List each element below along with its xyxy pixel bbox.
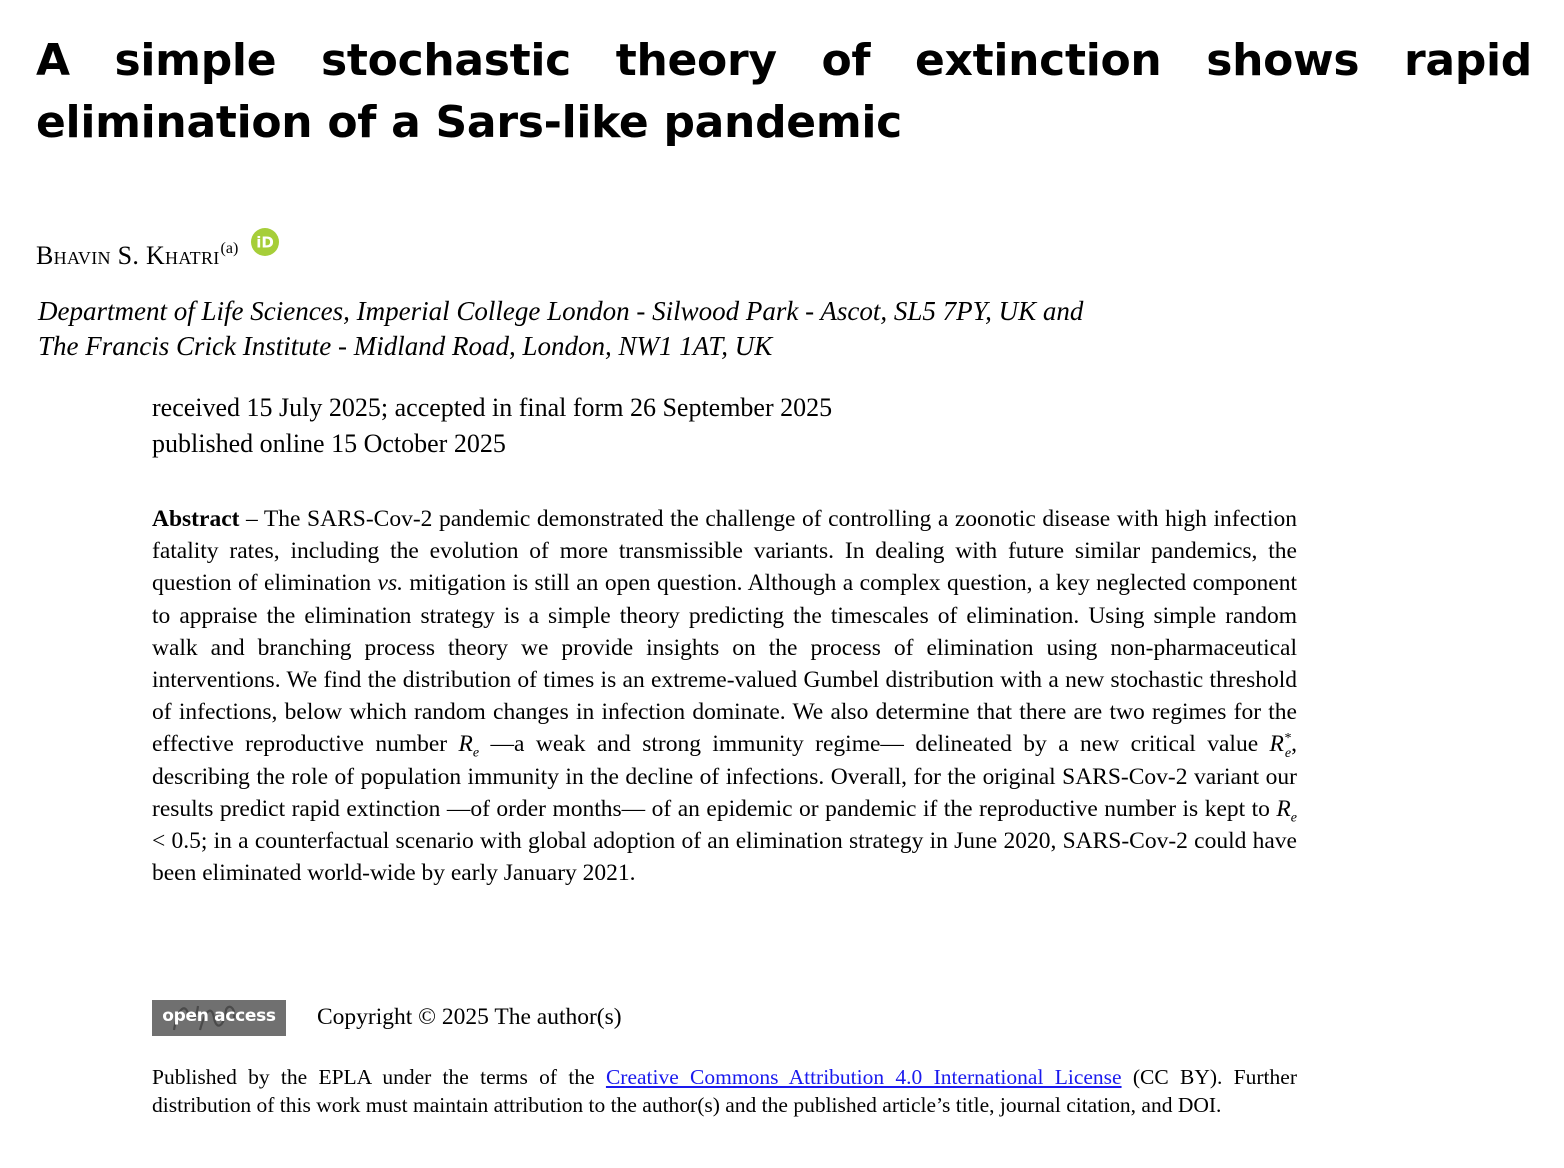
copyright-notice: Copyright © 2025 The author(s) xyxy=(317,1004,622,1030)
open-access-badge[interactable] xyxy=(152,1000,286,1036)
license-text-before: Published by the EPLA under the terms of the xyxy=(152,1065,606,1089)
abstract-text-2: mitigation is still an open question. Although a complex question, a key neglected component to appraise the elimination strategy is a simple theory predicting the timescales of elimination. Using simple random walk and branching process theory we provide insights on the process of elimination using non-pharmaceutical interventions. We find the distribution of times is an extreme-valued Gumbel distribution with a new stochastic threshold of infections, below which random changes in infection dominate. We also determine that there are two regimes for the effective reproductive number xyxy=(152,570,1298,758)
abstract xyxy=(152,503,1297,889)
abstract-vs: vs. xyxy=(377,570,403,597)
abstract-text-4: , describing the role of population immunity in the decline of infections. Overall, for the original SARS-Cov-2 variant our results predict rapid extinction —of order months— of an epidemic or pandemic if the reproductive number is kept to xyxy=(152,731,1297,822)
affiliation xyxy=(38,294,1083,364)
published-online-date: published online 15 October 2025 xyxy=(152,429,506,458)
abstract-text-1: – The SARS-Cov-2 pandemic demonstrated the challenge of controlling a zoonotic disease with high infection fatality rates, including the evolution of more transmissible variants. In dealing with future similar pandemics, the question of elimination xyxy=(152,506,1297,597)
open-access-badge-label: open access xyxy=(162,1006,276,1026)
orcid-icon[interactable] xyxy=(251,228,279,268)
abstract-text-5: < 0.5; in a counterfactual scenario with global adoption of an elimination strategy in June 2020, SARS-Cov-2 could have been eliminated world-wide by early January 2021. xyxy=(152,828,1297,887)
received-accepted-date: received 15 July 2025; accepted in final form 26 September 2025 xyxy=(152,393,833,422)
re-symbol: $R_e$ xyxy=(458,731,480,762)
orcid-icon-label: iD xyxy=(256,233,274,252)
cc-by-license-link[interactable]: Creative Commons Attribution 4.0 International License xyxy=(605,1065,1122,1089)
author-affiliation-marker: (a) xyxy=(220,240,239,257)
affiliation-line-2: The Francis Crick Institute - Midland Road, London, NW1 1AT, UK xyxy=(38,331,773,361)
affiliation-line-1: Department of Life Sciences, Imperial College London - Silwood Park - Ascot, SL5 7PY, UK and xyxy=(38,296,1084,326)
author-line xyxy=(36,228,279,276)
re-critical-symbol: $R^*_e$ xyxy=(1269,731,1292,762)
author-name: Bhavin S. Khatri xyxy=(36,241,220,270)
license-statement xyxy=(152,1064,1297,1119)
publication-dates xyxy=(152,390,832,462)
re-symbol-2: $R_e$ xyxy=(1276,795,1297,826)
paper-title: A simple stochastic theory of extinction shows rapid elimination of a Sars-like pandemic xyxy=(36,35,1532,148)
abstract-text-3: —a weak and strong immunity regime— delineated by a new critical value xyxy=(479,731,1270,758)
abstract-label: Abstract xyxy=(152,506,240,532)
license-text-after: (CC BY). Further distribution of this work must maintain attribution to the author(s) and the published article’s title, journal citation, and DOI. xyxy=(152,1065,1297,1117)
